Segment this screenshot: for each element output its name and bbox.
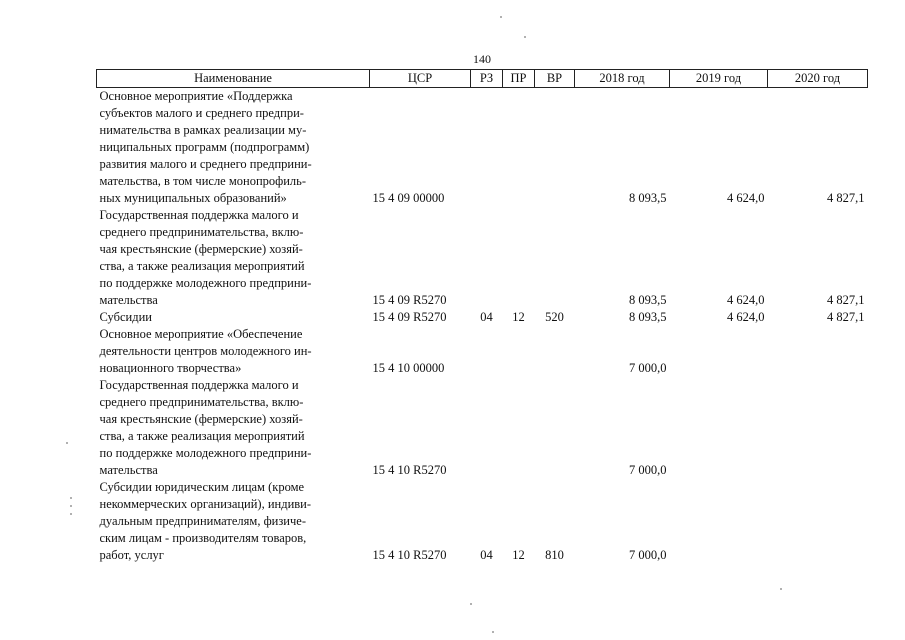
cell-csr: 15 4 10 R5270	[372, 548, 447, 562]
header-pr: ПР	[503, 70, 535, 88]
cell-name	[97, 207, 370, 309]
cell-name	[97, 309, 370, 326]
name-line: дуальным предпринимателям, физиче-	[99, 514, 306, 528]
table-row	[97, 309, 868, 326]
name-line: развития малого и среднего предприни-	[99, 157, 312, 171]
cell-pr	[503, 377, 535, 479]
cell-2019	[670, 326, 768, 377]
cell-name	[97, 326, 370, 377]
name-line: мательства	[99, 463, 158, 477]
cell-2019: 4 624,0	[727, 310, 765, 324]
cell-2018: 7 000,0	[629, 463, 667, 477]
cell-2020	[768, 377, 868, 479]
table-header	[97, 70, 868, 88]
name-line: ским лицам - производителям товаров,	[99, 531, 307, 545]
header-name: Наименование	[97, 70, 370, 88]
name-line: Государственная поддержка малого и	[99, 208, 299, 222]
scan-speck	[470, 603, 472, 605]
scan-speck	[66, 442, 68, 444]
name-line: ства, а также реализация мероприятий	[99, 429, 305, 443]
cell-csr: 15 4 10 00000	[372, 361, 445, 375]
table-row	[97, 207, 868, 309]
name-line: среднего предпринимательства, вклю-	[99, 395, 304, 409]
name-line: ных муниципальных образований»	[99, 191, 287, 205]
name-line: по поддержке молодежного предприни-	[99, 276, 312, 290]
cell-name	[97, 377, 370, 479]
header-2018: 2018 год	[575, 70, 670, 88]
scan-speck	[500, 16, 502, 18]
cell-vr	[535, 326, 575, 377]
table-row	[97, 479, 868, 564]
cell-pr: 12	[512, 548, 525, 562]
cell-vr	[535, 88, 575, 208]
name-line: субъектов малого и среднего предпри-	[99, 106, 304, 120]
cell-2020: 4 827,1	[827, 191, 865, 205]
name-line: Основное мероприятие «Обеспечение	[99, 327, 303, 341]
cell-rz	[471, 377, 503, 479]
cell-2020: 4 827,1	[827, 310, 865, 324]
cell-2020	[768, 326, 868, 377]
cell-rz	[471, 207, 503, 309]
cell-rz: 04	[480, 548, 493, 562]
name-line: мательства, в том числе монопрофиль-	[99, 174, 307, 188]
cell-2019	[670, 377, 768, 479]
cell-2019: 4 624,0	[727, 293, 765, 307]
scan-speck	[780, 588, 782, 590]
scan-speck	[492, 631, 494, 633]
name-line: среднего предпринимательства, вклю-	[99, 225, 304, 239]
cell-name	[97, 479, 370, 564]
name-line: ниципальных программ (подпрограмм)	[99, 140, 310, 154]
name-line: деятельности центров молодежного ин-	[99, 344, 312, 358]
table-body	[97, 88, 868, 565]
cell-rz	[471, 326, 503, 377]
budget-table	[96, 69, 868, 564]
cell-vr	[535, 377, 575, 479]
name-line: нимательства в рамках реализации му-	[99, 123, 307, 137]
header-2019: 2019 год	[670, 70, 768, 88]
scan-speck	[70, 513, 72, 515]
name-line: по поддержке молодежного предприни-	[99, 446, 312, 460]
name-line: чая крестьянские (фермерские) хозяй-	[99, 412, 303, 426]
scan-speck	[70, 505, 72, 507]
cell-pr	[503, 326, 535, 377]
name-line: некоммерческих организаций), индиви-	[99, 497, 312, 511]
cell-2020: 4 827,1	[827, 293, 865, 307]
name-line: работ, услуг	[99, 548, 164, 562]
cell-2018: 7 000,0	[629, 361, 667, 375]
scan-speck	[524, 36, 526, 38]
table-row	[97, 88, 868, 208]
cell-pr	[503, 88, 535, 208]
scan-speck	[70, 497, 72, 499]
name-line: Субсидии	[99, 310, 152, 324]
header-rz: РЗ	[471, 70, 503, 88]
cell-2019	[670, 479, 768, 564]
cell-2018: 8 093,5	[629, 310, 667, 324]
name-line: Государственная поддержка малого и	[99, 378, 299, 392]
name-line: новационного творчества»	[99, 361, 242, 375]
header-vr: ВР	[535, 70, 575, 88]
cell-2018: 7 000,0	[629, 548, 667, 562]
name-line: ства, а также реализация мероприятий	[99, 259, 305, 273]
name-line: Основное мероприятие «Поддержка	[99, 89, 293, 103]
cell-rz	[471, 88, 503, 208]
cell-2018: 8 093,5	[629, 191, 667, 205]
header-2020: 2020 год	[768, 70, 868, 88]
name-line: чая крестьянские (фермерские) хозяй-	[99, 242, 303, 256]
name-line: Субсидии юридическим лицам (кроме	[99, 480, 305, 494]
table-row	[97, 326, 868, 377]
cell-vr: 810	[545, 548, 564, 562]
cell-2019: 4 624,0	[727, 191, 765, 205]
cell-pr	[503, 207, 535, 309]
page-number: 140	[473, 52, 491, 66]
cell-rz: 04	[480, 310, 493, 324]
cell-2018: 8 093,5	[629, 293, 667, 307]
header-csr: ЦСР	[370, 70, 471, 88]
cell-2020	[768, 479, 868, 564]
name-line: мательства	[99, 293, 158, 307]
cell-vr	[535, 207, 575, 309]
cell-csr: 15 4 09 R5270	[372, 293, 447, 307]
header-row	[97, 70, 868, 88]
table-row	[97, 377, 868, 479]
cell-csr: 15 4 10 R5270	[372, 463, 447, 477]
cell-name	[97, 88, 370, 208]
cell-csr: 15 4 09 00000	[372, 191, 445, 205]
cell-csr: 15 4 09 R5270	[372, 310, 447, 324]
cell-vr: 520	[545, 310, 564, 324]
cell-pr: 12	[512, 310, 525, 324]
